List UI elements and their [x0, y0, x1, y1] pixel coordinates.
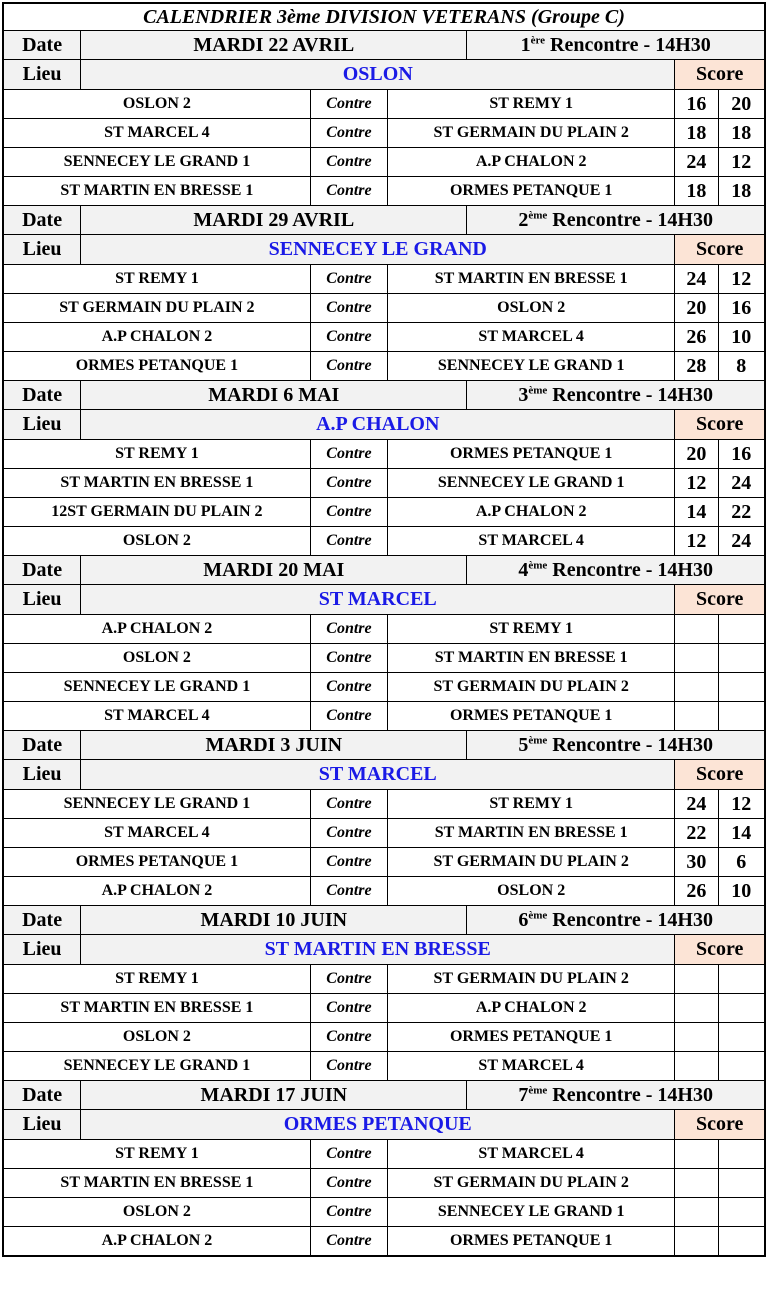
round-place: SENNECEY LE GRAND: [81, 235, 675, 265]
contre-label: Contre: [310, 440, 387, 469]
home-team: SENNECEY LE GRAND 1: [4, 1052, 311, 1081]
round-lieu-row: [4, 410, 765, 440]
home-team: ST MARCEL 4: [4, 702, 311, 731]
match-row: [4, 352, 765, 381]
home-score: [675, 965, 718, 994]
contre-label: Contre: [310, 848, 387, 877]
date-label: Date: [4, 731, 81, 760]
match-row: [4, 148, 765, 177]
round-header-row: [4, 906, 765, 935]
home-team: OSLON 2: [4, 527, 311, 556]
round-number: 4: [518, 558, 529, 581]
match-row: [4, 1198, 765, 1227]
match-row: [4, 119, 765, 148]
away-score: 10: [718, 877, 764, 906]
score-label: Score: [675, 585, 765, 615]
home-team: ST REMY 1: [4, 265, 311, 294]
round-date: MARDI 10 JUIN: [81, 906, 467, 935]
away-score: [718, 1052, 764, 1081]
round-place: ST MARCEL: [81, 585, 675, 615]
home-score: [675, 702, 718, 731]
away-team: ST GERMAIN DU PLAIN 2: [388, 848, 675, 877]
match-row: [4, 294, 765, 323]
round-lieu-row: [4, 935, 765, 965]
home-team: ST MARCEL 4: [4, 119, 311, 148]
home-score: [675, 615, 718, 644]
home-score: 12: [675, 469, 718, 498]
title-row: [4, 4, 765, 31]
contre-label: Contre: [310, 527, 387, 556]
away-team: ST REMY 1: [388, 615, 675, 644]
lieu-label: Lieu: [4, 235, 81, 265]
round-lieu-row: [4, 760, 765, 790]
calendar-sheet: [2, 2, 766, 1257]
home-score: 26: [675, 877, 718, 906]
away-score: [718, 1140, 764, 1169]
round-ordinal: ère: [530, 33, 546, 46]
match-row: [4, 1140, 765, 1169]
away-score: 24: [718, 527, 764, 556]
contre-label: Contre: [310, 1198, 387, 1227]
home-score: 26: [675, 323, 718, 352]
contre-label: Contre: [310, 265, 387, 294]
score-label: Score: [675, 935, 765, 965]
away-team: ST MARCEL 4: [388, 1052, 675, 1081]
round-rencontre: [467, 31, 765, 60]
contre-label: Contre: [310, 294, 387, 323]
home-team: ORMES PETANQUE 1: [4, 352, 311, 381]
match-row: [4, 90, 765, 119]
away-score: 12: [718, 265, 764, 294]
away-team: ORMES PETANQUE 1: [388, 1227, 675, 1256]
home-score: 20: [675, 440, 718, 469]
round-date: MARDI 22 AVRIL: [81, 31, 467, 60]
away-team: A.P CHALON 2: [388, 994, 675, 1023]
home-team: ST MARTIN EN BRESSE 1: [4, 469, 311, 498]
match-row: [4, 323, 765, 352]
match-row: [4, 498, 765, 527]
home-score: 24: [675, 265, 718, 294]
away-team: ST REMY 1: [388, 90, 675, 119]
away-score: [718, 673, 764, 702]
home-team: OSLON 2: [4, 1198, 311, 1227]
home-team: ST REMY 1: [4, 965, 311, 994]
match-row: [4, 1052, 765, 1081]
home-score: 18: [675, 119, 718, 148]
round-rencontre-text: Rencontre - 14H30: [547, 908, 713, 931]
match-row: [4, 994, 765, 1023]
away-score: 18: [718, 119, 764, 148]
away-score: [718, 1227, 764, 1256]
home-team: ST REMY 1: [4, 1140, 311, 1169]
away-team: ST GERMAIN DU PLAIN 2: [388, 1169, 675, 1198]
away-team: ST GERMAIN DU PLAIN 2: [388, 673, 675, 702]
round-ordinal: ème: [528, 383, 548, 396]
lieu-label: Lieu: [4, 410, 81, 440]
date-label: Date: [4, 1081, 81, 1110]
home-team: OSLON 2: [4, 644, 311, 673]
away-score: 18: [718, 177, 764, 206]
date-label: Date: [4, 31, 81, 60]
lieu-label: Lieu: [4, 935, 81, 965]
away-team: ORMES PETANQUE 1: [388, 702, 675, 731]
home-team: A.P CHALON 2: [4, 323, 311, 352]
home-score: [675, 644, 718, 673]
match-row: [4, 440, 765, 469]
contre-label: Contre: [310, 323, 387, 352]
home-team: ST REMY 1: [4, 440, 311, 469]
calendar-table: [3, 3, 765, 1256]
score-label: Score: [675, 60, 765, 90]
round-number: 5: [518, 733, 529, 756]
away-score: 6: [718, 848, 764, 877]
round-number: 6: [518, 908, 529, 931]
match-row: [4, 819, 765, 848]
round-date: MARDI 20 MAI: [81, 556, 467, 585]
home-score: [675, 673, 718, 702]
match-row: [4, 1023, 765, 1052]
contre-label: Contre: [310, 177, 387, 206]
round-rencontre-text: Rencontre - 14H30: [545, 33, 711, 56]
home-score: [675, 1023, 718, 1052]
contre-label: Contre: [310, 673, 387, 702]
round-rencontre-text: Rencontre - 14H30: [547, 208, 713, 231]
date-label: Date: [4, 556, 81, 585]
round-place: A.P CHALON: [81, 410, 675, 440]
home-team: ST MARTIN EN BRESSE 1: [4, 177, 311, 206]
away-score: [718, 1198, 764, 1227]
away-team: ST MARCEL 4: [388, 323, 675, 352]
home-team: SENNECEY LE GRAND 1: [4, 148, 311, 177]
round-header-row: [4, 1081, 765, 1110]
home-team: 12ST GERMAIN DU PLAIN 2: [4, 498, 311, 527]
round-number: 3: [518, 383, 529, 406]
home-score: 22: [675, 819, 718, 848]
contre-label: Contre: [310, 1052, 387, 1081]
home-score: [675, 1198, 718, 1227]
away-team: ORMES PETANQUE 1: [388, 440, 675, 469]
away-team: ST MARTIN EN BRESSE 1: [388, 819, 675, 848]
round-place: OSLON: [81, 60, 675, 90]
contre-label: Contre: [310, 352, 387, 381]
home-score: 12: [675, 527, 718, 556]
away-team: ORMES PETANQUE 1: [388, 1023, 675, 1052]
lieu-label: Lieu: [4, 1110, 81, 1140]
home-score: 24: [675, 148, 718, 177]
home-team: ST MARCEL 4: [4, 819, 311, 848]
home-team: SENNECEY LE GRAND 1: [4, 790, 311, 819]
away-score: 24: [718, 469, 764, 498]
home-team: OSLON 2: [4, 90, 311, 119]
away-team: ST MARCEL 4: [388, 527, 675, 556]
away-score: 12: [718, 148, 764, 177]
round-rencontre-text: Rencontre - 14H30: [547, 733, 713, 756]
round-number: 7: [518, 1083, 529, 1106]
match-row: [4, 877, 765, 906]
away-team: ST REMY 1: [388, 790, 675, 819]
home-team: A.P CHALON 2: [4, 615, 311, 644]
home-score: 28: [675, 352, 718, 381]
round-rencontre: [467, 206, 765, 235]
round-header-row: [4, 206, 765, 235]
away-team: OSLON 2: [388, 294, 675, 323]
contre-label: Contre: [310, 90, 387, 119]
contre-label: Contre: [310, 644, 387, 673]
match-row: [4, 469, 765, 498]
home-score: [675, 994, 718, 1023]
away-score: 10: [718, 323, 764, 352]
match-row: [4, 265, 765, 294]
home-team: ST GERMAIN DU PLAIN 2: [4, 294, 311, 323]
match-row: [4, 177, 765, 206]
away-score: 16: [718, 440, 764, 469]
match-row: [4, 644, 765, 673]
round-place: ST MARTIN EN BRESSE: [81, 935, 675, 965]
round-place: ORMES PETANQUE: [81, 1110, 675, 1140]
away-score: [718, 1023, 764, 1052]
away-team: ST GERMAIN DU PLAIN 2: [388, 119, 675, 148]
contre-label: Contre: [310, 1023, 387, 1052]
round-place: ST MARCEL: [81, 760, 675, 790]
away-team: A.P CHALON 2: [388, 148, 675, 177]
round-date: MARDI 17 JUIN: [81, 1081, 467, 1110]
away-team: ST MARCEL 4: [388, 1140, 675, 1169]
round-rencontre-text: Rencontre - 14H30: [547, 1083, 713, 1106]
contre-label: Contre: [310, 119, 387, 148]
round-lieu-row: [4, 1110, 765, 1140]
away-team: ORMES PETANQUE 1: [388, 177, 675, 206]
round-ordinal: ème: [528, 558, 548, 571]
away-score: [718, 965, 764, 994]
away-score: 20: [718, 90, 764, 119]
contre-label: Contre: [310, 965, 387, 994]
round-header-row: [4, 31, 765, 60]
round-ordinal: ème: [528, 208, 548, 221]
home-score: [675, 1140, 718, 1169]
score-label: Score: [675, 410, 765, 440]
home-score: 30: [675, 848, 718, 877]
round-header-row: [4, 731, 765, 760]
round-ordinal: ème: [528, 733, 548, 746]
match-row: [4, 1169, 765, 1198]
round-ordinal: ème: [528, 1083, 548, 1096]
home-team: ORMES PETANQUE 1: [4, 848, 311, 877]
away-score: 8: [718, 352, 764, 381]
away-team: ST GERMAIN DU PLAIN 2: [388, 965, 675, 994]
away-team: ST MARTIN EN BRESSE 1: [388, 644, 675, 673]
round-ordinal: ème: [528, 908, 548, 921]
away-team: SENNECEY LE GRAND 1: [388, 352, 675, 381]
match-row: [4, 848, 765, 877]
round-lieu-row: [4, 235, 765, 265]
round-header-row: [4, 381, 765, 410]
score-label: Score: [675, 235, 765, 265]
page-title: CALENDRIER 3ème DIVISION VETERANS (Groupe C): [4, 4, 765, 31]
lieu-label: Lieu: [4, 60, 81, 90]
date-label: Date: [4, 906, 81, 935]
home-team: ST MARTIN EN BRESSE 1: [4, 1169, 311, 1198]
home-score: [675, 1227, 718, 1256]
lieu-label: Lieu: [4, 760, 81, 790]
away-score: 16: [718, 294, 764, 323]
away-team: ST MARTIN EN BRESSE 1: [388, 265, 675, 294]
round-rencontre-text: Rencontre - 14H30: [547, 558, 713, 581]
round-rencontre-text: Rencontre - 14H30: [547, 383, 713, 406]
round-rencontre: [467, 731, 765, 760]
away-score: [718, 702, 764, 731]
away-score: 12: [718, 790, 764, 819]
contre-label: Contre: [310, 498, 387, 527]
date-label: Date: [4, 206, 81, 235]
home-team: SENNECEY LE GRAND 1: [4, 673, 311, 702]
round-lieu-row: [4, 60, 765, 90]
home-score: 18: [675, 177, 718, 206]
home-score: 24: [675, 790, 718, 819]
contre-label: Contre: [310, 1140, 387, 1169]
contre-label: Contre: [310, 615, 387, 644]
round-rencontre: [467, 906, 765, 935]
contre-label: Contre: [310, 790, 387, 819]
contre-label: Contre: [310, 1227, 387, 1256]
away-team: SENNECEY LE GRAND 1: [388, 469, 675, 498]
match-row: [4, 965, 765, 994]
away-team: SENNECEY LE GRAND 1: [388, 1198, 675, 1227]
contre-label: Contre: [310, 994, 387, 1023]
home-team: ST MARTIN EN BRESSE 1: [4, 994, 311, 1023]
away-team: A.P CHALON 2: [388, 498, 675, 527]
match-row: [4, 702, 765, 731]
home-score: [675, 1052, 718, 1081]
match-row: [4, 673, 765, 702]
away-score: 22: [718, 498, 764, 527]
score-label: Score: [675, 760, 765, 790]
round-rencontre: [467, 556, 765, 585]
home-team: OSLON 2: [4, 1023, 311, 1052]
home-team: A.P CHALON 2: [4, 877, 311, 906]
date-label: Date: [4, 381, 81, 410]
round-rencontre: [467, 381, 765, 410]
contre-label: Contre: [310, 702, 387, 731]
round-date: MARDI 29 AVRIL: [81, 206, 467, 235]
away-score: 14: [718, 819, 764, 848]
away-score: [718, 644, 764, 673]
home-score: 14: [675, 498, 718, 527]
round-header-row: [4, 556, 765, 585]
contre-label: Contre: [310, 148, 387, 177]
away-team: OSLON 2: [388, 877, 675, 906]
round-date: MARDI 6 MAI: [81, 381, 467, 410]
contre-label: Contre: [310, 819, 387, 848]
lieu-label: Lieu: [4, 585, 81, 615]
round-number: 2: [518, 208, 529, 231]
round-date: MARDI 3 JUIN: [81, 731, 467, 760]
away-score: [718, 1169, 764, 1198]
score-label: Score: [675, 1110, 765, 1140]
away-score: [718, 615, 764, 644]
contre-label: Contre: [310, 877, 387, 906]
home-score: [675, 1169, 718, 1198]
home-score: 20: [675, 294, 718, 323]
round-rencontre: [467, 1081, 765, 1110]
home-score: 16: [675, 90, 718, 119]
match-row: [4, 1227, 765, 1256]
match-row: [4, 527, 765, 556]
round-lieu-row: [4, 585, 765, 615]
contre-label: Contre: [310, 469, 387, 498]
match-row: [4, 790, 765, 819]
match-row: [4, 615, 765, 644]
home-team: A.P CHALON 2: [4, 1227, 311, 1256]
away-score: [718, 994, 764, 1023]
contre-label: Contre: [310, 1169, 387, 1198]
round-number: 1: [520, 33, 531, 56]
